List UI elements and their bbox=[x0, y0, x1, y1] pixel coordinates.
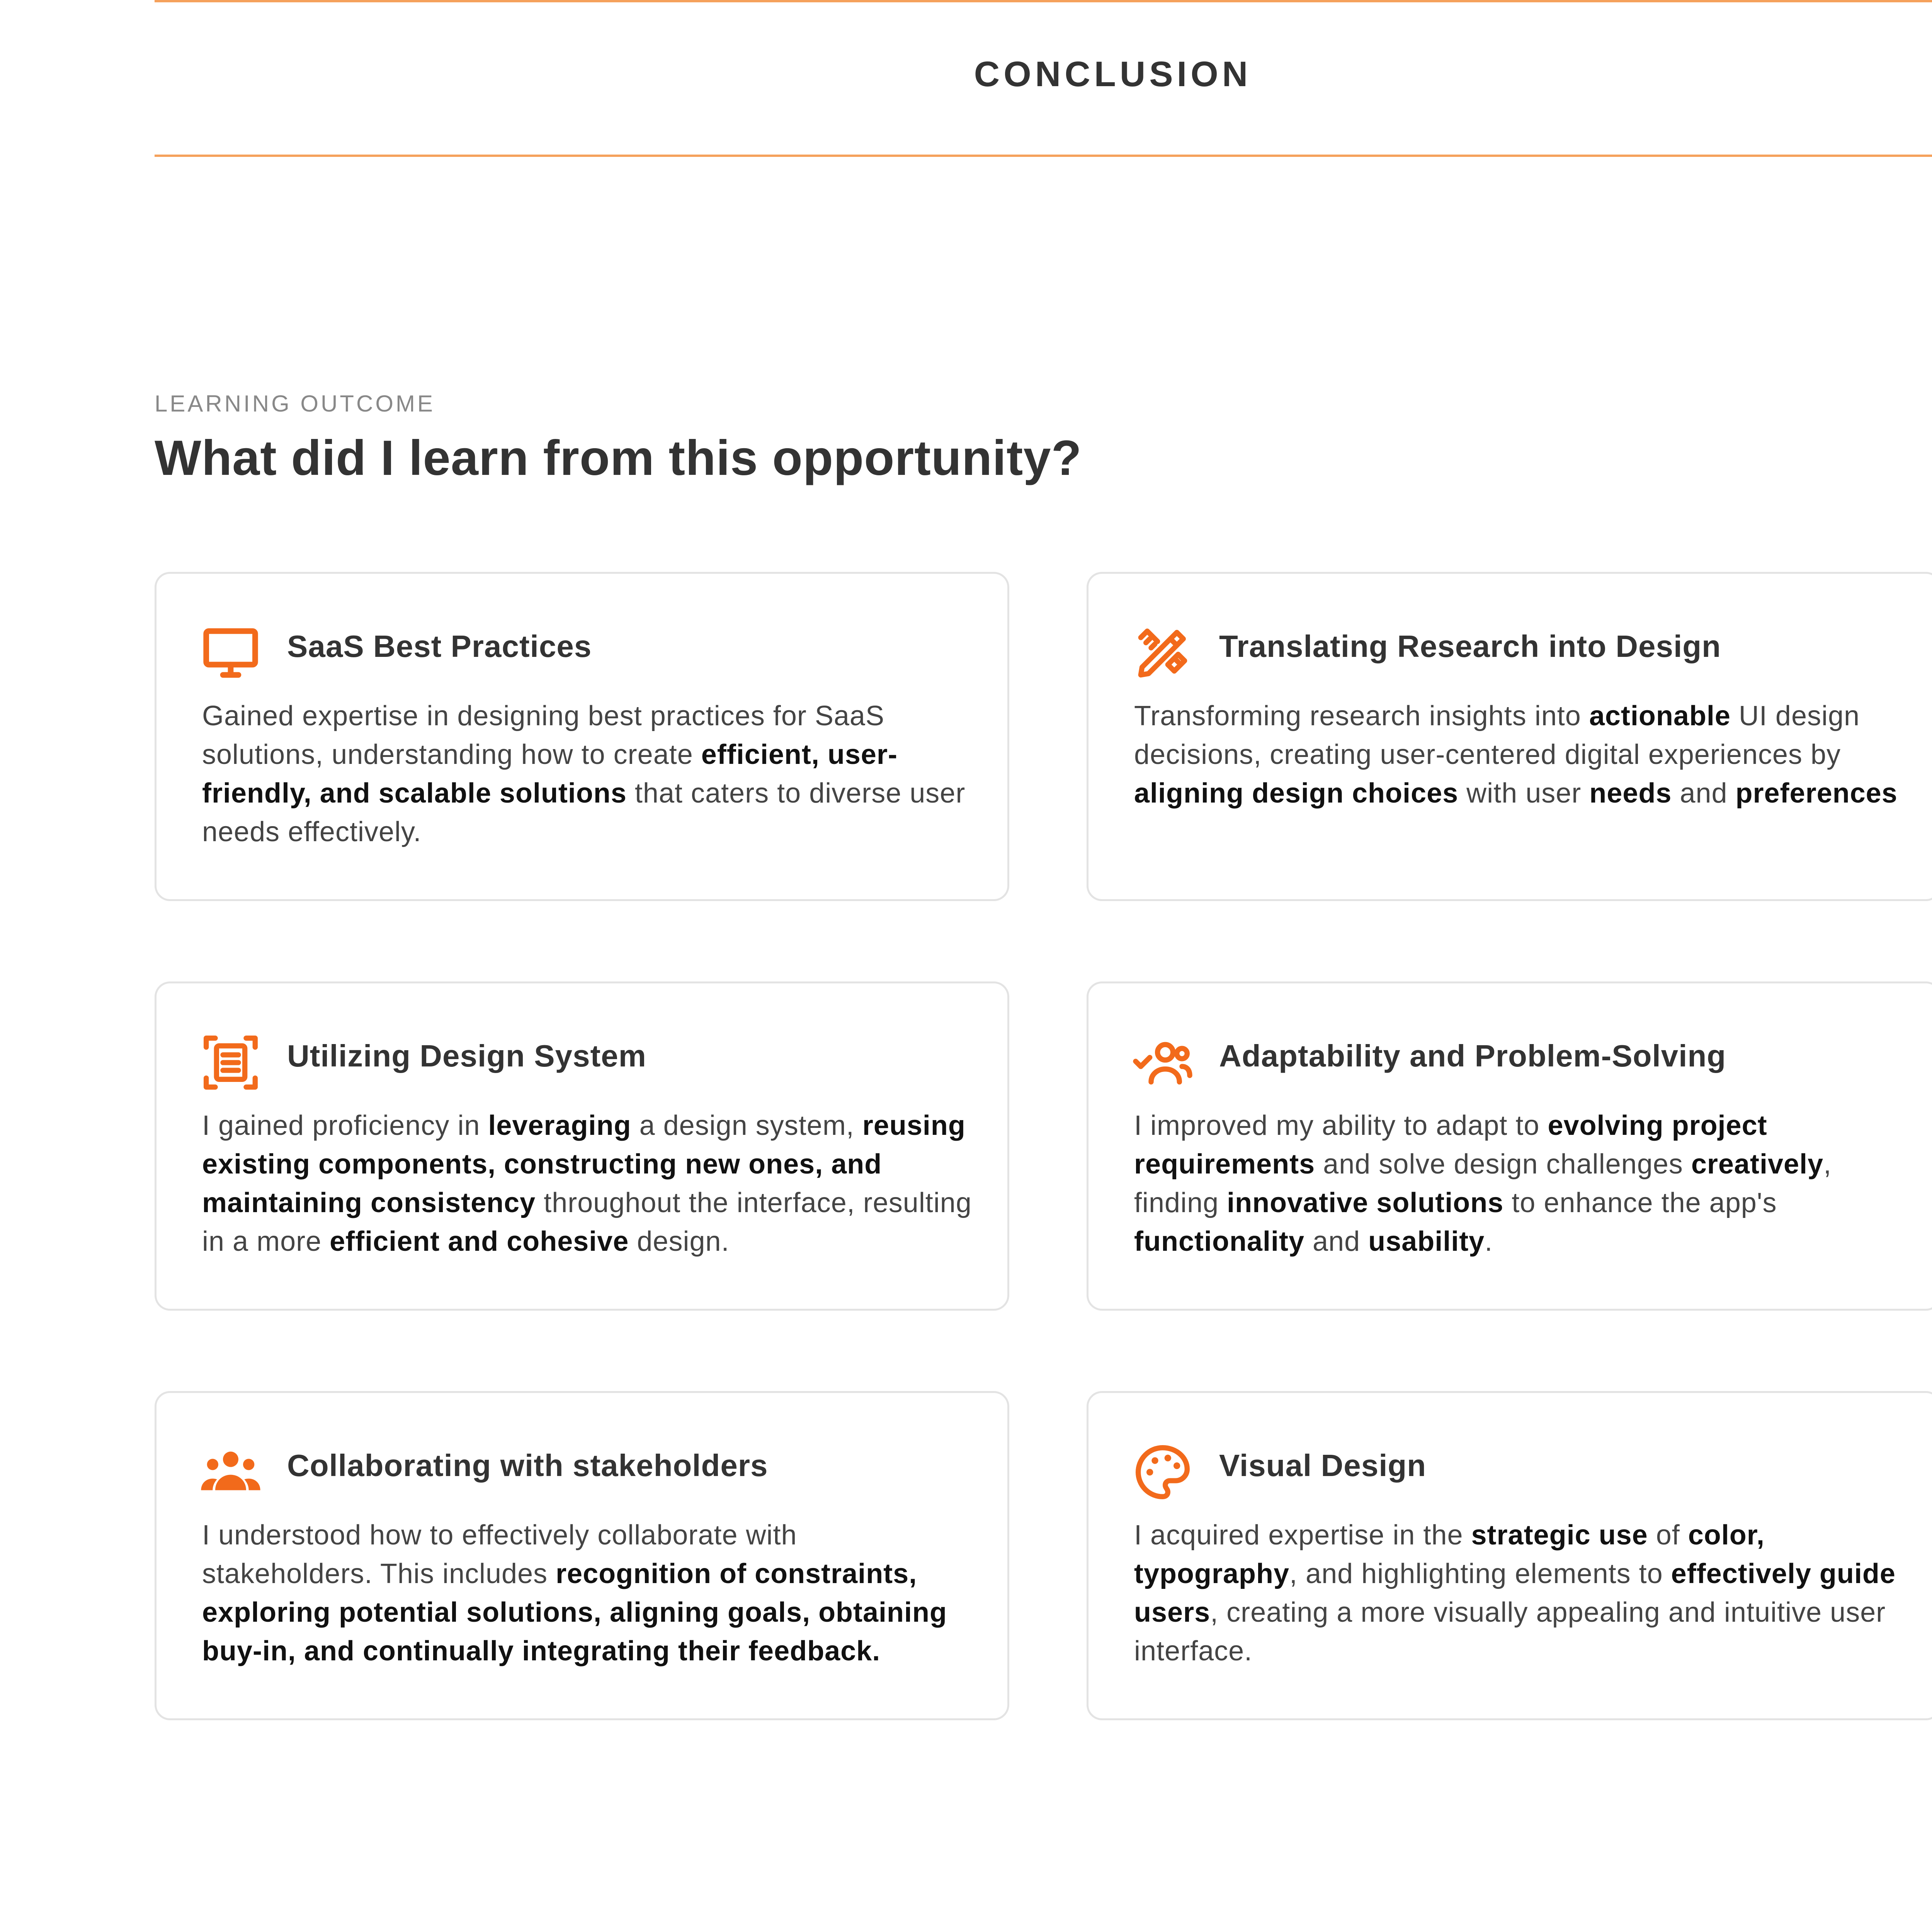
learning-card bbox=[155, 1391, 1009, 1720]
document-scan-icon bbox=[200, 1032, 262, 1094]
learning-card bbox=[155, 572, 1009, 901]
card-title: Adaptability and Problem-Solving bbox=[1219, 1039, 1726, 1073]
card-body: I understood how to effectively collaborate with stakeholders. This includes recognition of constraints, exploring potential solutions, aligning goals, obtaining buy-in, and continually integrating their feedback. bbox=[202, 1520, 947, 1667]
card-body: Gained expertise in designing best practices for SaaS solutions, understanding how to create efficient, user-friendly, and scalable solutions that caters to diverse user needs effectively. bbox=[202, 701, 966, 847]
monitor-icon bbox=[200, 622, 262, 684]
learning-heading: What did I learn from this opportunity? bbox=[155, 430, 1082, 486]
card-title: Visual Design bbox=[1219, 1448, 1427, 1483]
palette-icon bbox=[1132, 1441, 1194, 1503]
card-body: I acquired expertise in the strategic use of color, typography, and highlighting elements to effectively guide users, creating a more visually appealing and intuitive user interface. bbox=[1134, 1520, 1896, 1667]
card-body: I improved my ability to adapt to evolving project requirements and solve design challenges creatively, finding innovative solutions to enhance the app's functionality and usability. bbox=[1134, 1110, 1832, 1257]
page-title: CONCLUSION bbox=[974, 54, 1252, 94]
title-divider bbox=[155, 155, 1932, 157]
top-divider bbox=[155, 0, 1932, 2]
design-tools-icon bbox=[1132, 622, 1194, 684]
card-title: Collaborating with stakeholders bbox=[287, 1448, 768, 1483]
card-body: Transforming research insights into actionable UI design decisions, creating user-centered digital experiences by aligning design choices with user needs and preferences bbox=[1134, 701, 1898, 809]
card-title: SaaS Best Practices bbox=[287, 629, 592, 663]
learning-eyebrow: LEARNING OUTCOME bbox=[155, 391, 435, 417]
card-body: I gained proficiency in leveraging a design system, reusing existing components, constructing new ones, and maintaining consistency throughout the interface, resulting in a more efficient and cohesive design. bbox=[202, 1110, 972, 1257]
card-title: Translating Research into Design bbox=[1219, 629, 1721, 663]
team-check-icon bbox=[1132, 1032, 1194, 1094]
group-icon bbox=[200, 1441, 262, 1503]
learning-card bbox=[1087, 1391, 1932, 1720]
learning-card bbox=[155, 981, 1009, 1311]
learning-card bbox=[1087, 572, 1932, 901]
card-title: Utilizing Design System bbox=[287, 1039, 646, 1073]
learning-card bbox=[1087, 981, 1932, 1311]
